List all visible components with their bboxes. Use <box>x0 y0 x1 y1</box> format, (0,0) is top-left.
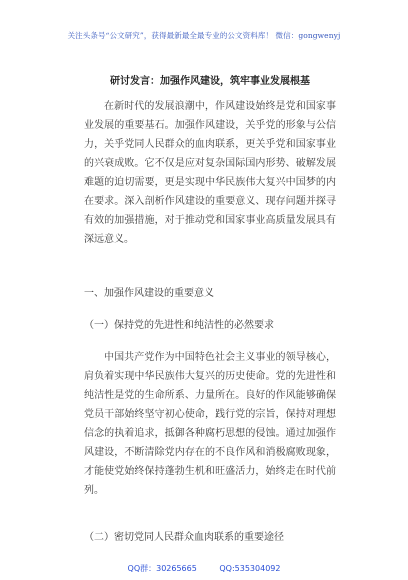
footer-contact <box>0 563 408 574</box>
intro-paragraph: 在新时代的发展浪潮中，作风建设始终是党和国家事业发展的重要基石。加强作风建设，关乎党的形象与公信力，关乎党同人民群众的血肉联系，更关乎党和国家事业的兴衰成败。它不仅是应对复杂国际国内形势、破解发展难题的迫切需要，更是实现中华民族伟大复兴中国梦的内在要求。深入剖析作风建设的重要意义、现存问题并探寻有效的加强措施，对于推动党和国家事业高质量发展具有深远意义。 <box>84 101 336 245</box>
section-heading: 一、加强作风建设的重要意义 <box>84 288 214 299</box>
document-title: 研讨发言：加强作风建设，筑牢事业发展根基 <box>110 76 310 87</box>
footer-qq-group: QQ群：30265665 <box>127 564 197 573</box>
header-promo-note: 关注头条号“公文研究”，获得最新最全最专业的公文资料库！ 微信：gongwenyj <box>67 31 341 40</box>
body-paragraph: 中国共产党作为中国特色社会主义事业的领导核心，肩负着实现中华民族伟大复兴的历史使命。党的先进性和纯洁性是党的生命所系、力量所在。良好的作风能够确保党员干部始终坚守初心使命，践行党的宗旨，保持对理想信念的执着追求，抵御各种腐朽思想的侵蚀。通过加强作风建设，不断清除党内存在的不良作风和消极腐败现象，才能使党始终保持蓬勃生机和旺盛活力，始终走在时代前列。 <box>84 352 336 496</box>
subsection-heading: （一）保持党的先进性和纯洁性的必然要求 <box>84 320 274 331</box>
subsection-heading-2: （二）密切党同人民群众血肉联系的重要途径 <box>84 532 284 543</box>
footer-qq: QQ:535304092 <box>219 564 281 573</box>
